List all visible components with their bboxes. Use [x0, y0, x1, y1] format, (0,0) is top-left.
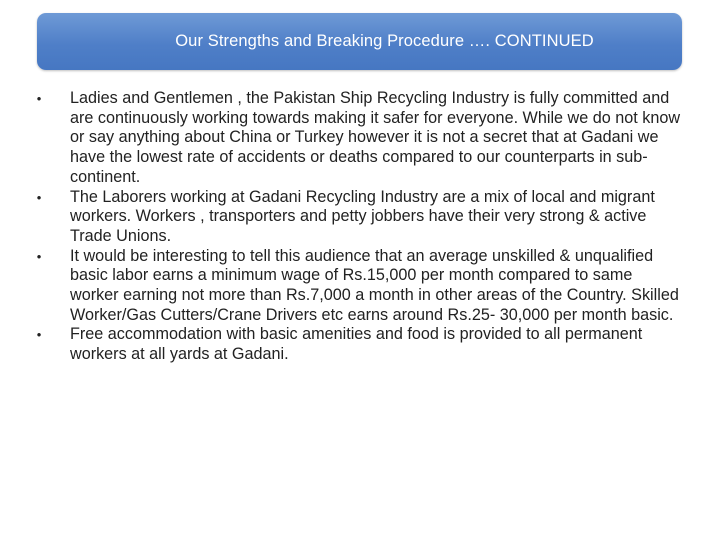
slide-title-banner — [37, 13, 682, 70]
bullet-dot-icon: • — [36, 91, 42, 106]
bullet-text: Free accommodation with basic amenities and food is provided to all permanent workers at all yards at Gadani. — [70, 325, 643, 364]
bullet-dot-icon: • — [36, 327, 42, 343]
bullet-item-safety — [33, 89, 683, 188]
bullet-text: It would be interesting to tell this audience that an average unskilled & unqualified basic labor earns a minimum wage of Rs.15,000 per month compared to same worker earning not more than Rs.7,000 a month in other areas of the Country. Skilled Worker/Gas Cutters/Crane Drivers etc earns around Rs.25- 30,000 per month basic. — [70, 246, 679, 324]
bullet-item-laborers — [33, 188, 683, 247]
bullet-dot-icon: • — [36, 248, 42, 264]
bullet-list — [33, 89, 683, 365]
slide-title: Our Strengths and Breaking Procedure …. CONTINUED — [175, 32, 594, 50]
bullet-item-accommodation — [33, 325, 683, 364]
bullet-item-wages — [33, 247, 683, 326]
bullet-text: The Laborers working at Gadani Recycling Industry are a mix of local and migrant workers. Workers , transporters and petty jobbers have their very strong & active Trade Unions. — [70, 187, 655, 245]
bullet-dot-icon: • — [36, 189, 42, 205]
bullet-text: Ladies and Gentlemen , the Pakistan Ship Recycling Industry is fully committed and are continuously working towards making it safer for everyone. While we do not know or say anything about China or Turkey however it is not a secret that at Gadani we have the lowest rate of accidents or deaths compared to our counterparts in sub-continent. — [70, 89, 681, 186]
